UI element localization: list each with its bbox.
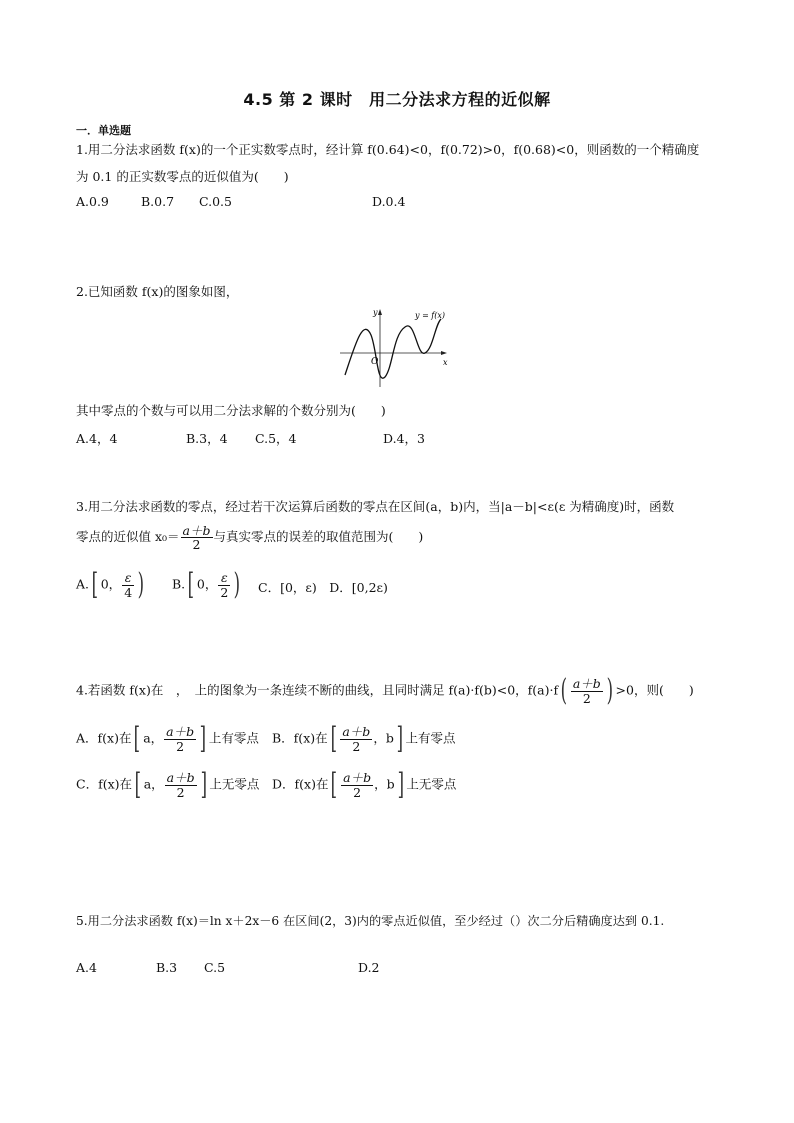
q5-option-d: D.2 bbox=[358, 960, 380, 975]
q2-option-b: B.3，4 bbox=[186, 431, 228, 446]
page-title: 4.5 第 2 课时 用二分法求方程的近似解 bbox=[243, 90, 551, 109]
q1-line2: 为 0.1 的正实数零点的近似值为( ) bbox=[76, 169, 289, 184]
q4-option-b: B．f(x)在[ $\frac{a+b}{2}$ ，b] 上有零点 bbox=[272, 721, 456, 756]
q2-option-a: A.4，4 bbox=[76, 431, 118, 446]
q2-function-graph bbox=[335, 305, 455, 390]
q3-option-a: A.[ 0， $\frac{\varepsilon}{4}$ ) bbox=[76, 567, 145, 602]
q3-option-cd: C．[0，ε) D．[0,2ε) bbox=[258, 580, 388, 595]
section-heading: 一．单选题 bbox=[76, 124, 131, 137]
q2-option-c: C.5，4 bbox=[255, 431, 297, 446]
curve-label: y = f(x) bbox=[415, 311, 446, 320]
q1-option-a: A.0.9 bbox=[76, 194, 109, 209]
q4-option-a: A．f(x)在[ a， $\frac{a+b}{2}$ ] 上有零点 bbox=[76, 721, 259, 756]
q5-option-c: C.5 bbox=[204, 960, 226, 975]
q1-option-b: B.0.7 bbox=[141, 194, 175, 209]
function-curve bbox=[345, 319, 441, 378]
q2-option-d: D.4，3 bbox=[383, 431, 425, 446]
q3-option-b: B.[ 0， $\frac{\varepsilon}{2}$ ) bbox=[172, 567, 241, 602]
q5-option-a: A.4 bbox=[76, 960, 97, 975]
q5-line1: 5.用二分法求函数 f(x)＝ln x＋2x－6 在区间(2，3)内的零点近似值，至少经过（）次二分后精确度达到 0.1. bbox=[76, 914, 665, 928]
y-axis-label: y bbox=[373, 308, 378, 317]
x-axis-label: x bbox=[443, 358, 448, 367]
origin-label: O bbox=[371, 357, 379, 367]
q5-option-b: B.3 bbox=[156, 960, 178, 975]
q3-fraction: $\frac{a+b}{2}$ bbox=[182, 523, 211, 553]
q3-line1: 3.用二分法求函数的零点，经过若干次运算后函数的零点在区间(a，b)内，当|a－b|<ε(ε 为精确度)时，函数 bbox=[76, 499, 675, 514]
q1-option-d: D.0.4 bbox=[372, 194, 406, 209]
q4-option-c: C．f(x)在[ a， $\frac{a+b}{2}$ ] 上无零点 bbox=[76, 767, 260, 802]
q4-option-d: D．f(x)在[ $\frac{a+b}{2}$ ，b] 上无零点 bbox=[272, 767, 457, 802]
q3-line2: 零点的近似值 x₀＝ $\frac{a+b}{2}$ 与真实零点的误差的取值范围为( ) bbox=[76, 523, 424, 553]
q2-line2: 其中零点的个数与可以用二分法求解的个数分别为( ) bbox=[76, 403, 386, 418]
q1-option-c: C.0.5 bbox=[199, 194, 232, 209]
q4-line1: 4.若函数 f(x)在 ， 上的图象为一条连续不断的曲线，且同时满足 f(a)·f(b)<0，f(a)·f( $\frac{a+b}{2}$ ) >0，则( ) bbox=[76, 673, 694, 708]
q2-line1: 2.已知函数 f(x)的图象如图， bbox=[76, 284, 239, 299]
q1-line1: 1.用二分法求函数 f(x)的一个正实数零点时，经计算 f(0.64)<0，f(0.72)>0，f(0.68)<0，则函数的一个精确度 bbox=[76, 142, 700, 157]
